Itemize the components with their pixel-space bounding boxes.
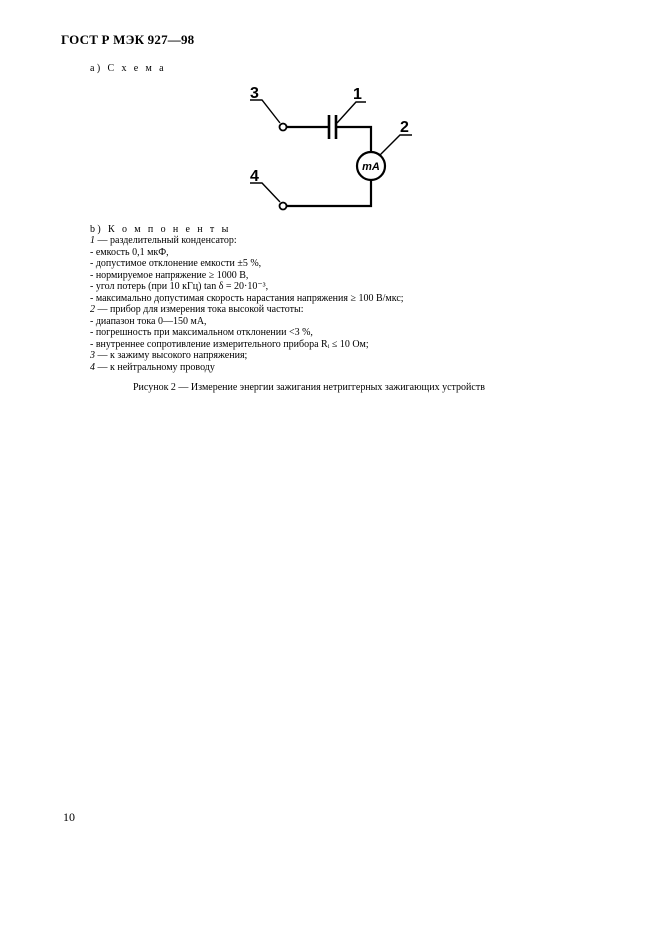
terminal-3 xyxy=(280,124,287,131)
page-number: 10 xyxy=(63,810,75,824)
wire-capacitor-meter xyxy=(337,127,371,152)
label-1: 1 xyxy=(353,86,362,103)
list-item: - нормируемое напряжение ≥ 1000 В, xyxy=(90,269,249,281)
leader-4 xyxy=(250,183,280,202)
list-item: - внутреннее сопротивление измерительного прибора Rᵢ ≤ 10 Ом; xyxy=(90,338,369,350)
label-3: 3 xyxy=(250,85,259,102)
list-item: - максимально допустимая скорость нарастания напряжения ≥ 100 В/мкс; xyxy=(90,292,404,304)
label-2: 2 xyxy=(400,119,409,136)
list-item: 4 — к нейтральному проводу xyxy=(90,361,215,373)
terminal-4 xyxy=(280,203,287,210)
list-item: 2 — прибор для измерения тока высокой частоты: xyxy=(90,304,304,315)
meter-label: mA xyxy=(362,161,380,173)
leader-2 xyxy=(380,135,412,155)
list-item: - погрешность при максимальном отклонении <3 %, xyxy=(90,327,313,338)
components-label: b) К о м п о н е н т ы xyxy=(90,224,231,235)
list-item: 1 — разделительный конденсатор: xyxy=(90,235,237,246)
leader-1 xyxy=(337,102,366,123)
list-item: - угол потерь (при 10 кГц) tan δ = 20·10⁻³, xyxy=(90,281,269,292)
list-item: - емкость 0,1 мкФ, xyxy=(90,246,169,258)
components-list xyxy=(90,235,404,373)
wire-meter-terminal4 xyxy=(287,180,371,206)
schema-label: а) С х е м а xyxy=(90,63,166,74)
leader-3 xyxy=(250,100,280,123)
figure-caption: Рисунок 2 — Измерение энергии зажигания нетриггерных зажигающих устройств xyxy=(133,382,485,393)
list-item: - диапазон тока 0—150 мА, xyxy=(90,315,207,327)
list-item: - допустимое отклонение емкости ±5 %, xyxy=(90,258,262,269)
document-header: ГОСТ Р МЭК 927—98 xyxy=(61,32,195,47)
list-item: 3 — к зажиму высокого напряжения; xyxy=(90,350,248,361)
label-4: 4 xyxy=(250,168,259,185)
